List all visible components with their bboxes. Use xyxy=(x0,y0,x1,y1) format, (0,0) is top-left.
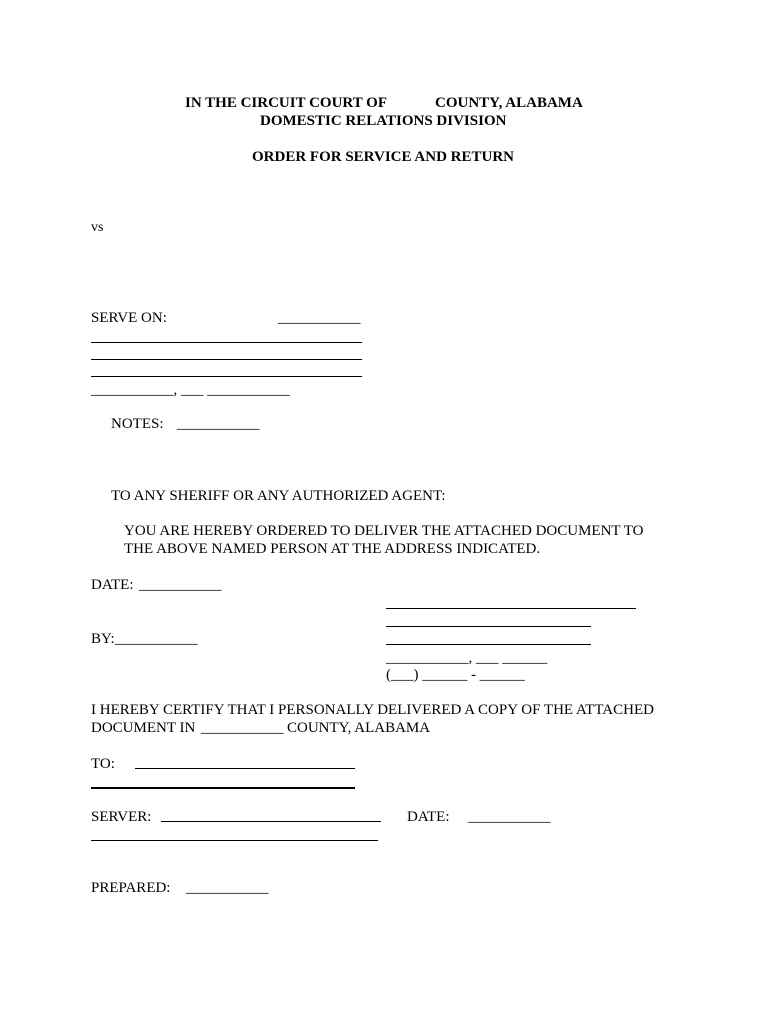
server-label: SERVER: xyxy=(91,809,152,825)
division-title: DOMESTIC RELATIONS DIVISION xyxy=(260,113,507,129)
by-label: BY: xyxy=(91,631,115,647)
to-line-1 xyxy=(135,768,355,769)
by-blank: ___________ xyxy=(115,631,198,647)
serve-on-address-line-3 xyxy=(91,376,362,377)
prepared-blank: ___________ xyxy=(186,880,269,896)
order-text-line-1: YOU ARE HEREBY ORDERED TO DELIVER THE ATTACHED DOCUMENT TO xyxy=(124,523,644,539)
certify-line-1: I HEREBY CERTIFY THAT I PERSONALLY DELIVERED A COPY OF THE ATTACHED xyxy=(91,702,654,718)
order-title: ORDER FOR SERVICE AND RETURN xyxy=(252,149,515,165)
court-prefix: IN THE CIRCUIT COURT OF xyxy=(185,95,388,111)
serve-on-label: SERVE ON: xyxy=(91,310,167,326)
certify-county-blank: ___________ xyxy=(201,720,284,736)
date-blank: ___________ xyxy=(139,577,222,593)
serve-on-city-state-zip: ___________, ___ ___________ xyxy=(91,382,290,398)
server-signature-line xyxy=(161,821,381,822)
court-suffix: COUNTY, ALABAMA xyxy=(435,95,583,111)
order-text-line-2: THE ABOVE NAMED PERSON AT THE ADDRESS INDICATED. xyxy=(124,541,541,557)
server-date-blank: ___________ xyxy=(468,809,551,825)
clerk-city-state-zip: ___________, ___ ______ xyxy=(386,650,548,666)
to-label: TO: xyxy=(91,756,115,772)
serve-on-name-blank: ___________ xyxy=(278,310,361,326)
server-name-line xyxy=(91,840,378,841)
order-addressee: TO ANY SHERIFF OR ANY AUTHORIZED AGENT: xyxy=(111,488,446,504)
to-line-2 xyxy=(91,787,355,789)
clerk-phone: (___) ______ - ______ xyxy=(386,667,525,683)
certify-line-2-suffix: COUNTY, ALABAMA xyxy=(287,720,431,736)
serve-on-address-line-2 xyxy=(91,359,362,360)
notes-blank: ___________ xyxy=(177,416,260,432)
clerk-signature-line xyxy=(386,608,636,609)
server-date-label: DATE: xyxy=(407,809,450,825)
date-label: DATE: xyxy=(91,577,134,593)
certify-line-2-prefix: DOCUMENT IN xyxy=(91,720,196,736)
vs-text: vs xyxy=(91,220,104,235)
clerk-name-line xyxy=(386,626,591,627)
prepared-label: PREPARED: xyxy=(91,880,171,896)
notes-label: NOTES: xyxy=(111,416,164,432)
clerk-address-line xyxy=(386,644,591,645)
serve-on-address-line-1 xyxy=(91,342,362,343)
